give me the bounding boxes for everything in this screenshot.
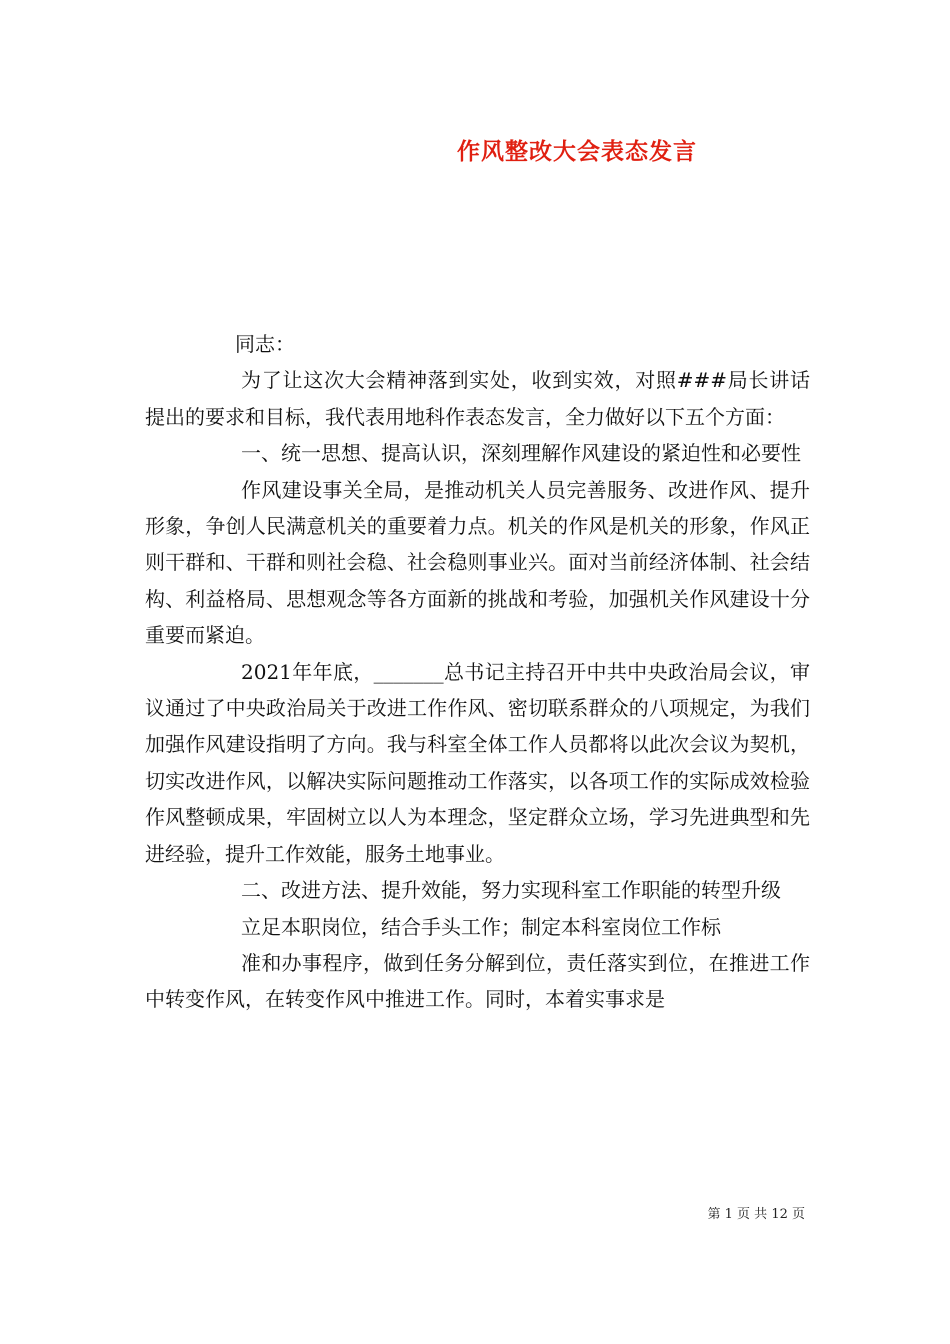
document-body	[145, 326, 810, 1018]
paragraph-section-2-a: 立足本职岗位，结合手头工作；制定本科室岗位工作标	[241, 914, 721, 939]
section-heading-1: 一、统一思想、提高认识，深刻理解作风建设的紧迫性和必要性	[241, 441, 801, 466]
paragraph-section-1-b: 2021年年底，_______总书记主持召开中共中央政治局会议，审议通过了中央政治局关于改进工作作风、密切联系群众的八项规定，为我们加强作风建设指明了方向。我与科室全体工作人员都将以此次会议为契机，切实改进作风，以解决实际问题推动工作落实，以各项工作的实际成效检验作风整顿成果，牢固树立以人为本理念，坚定群众立场，学习先进典型和先进经验，提升工作效能，服务土地事业。	[145, 659, 810, 866]
section-heading-2: 二、改进方法、提升效能，努力实现科室工作职能的转型升级	[241, 878, 781, 903]
page-number: 第 1 页 共 12 页	[707, 1207, 805, 1222]
salutation: 同志：	[235, 332, 295, 356]
document-title: 作风整改大会表态发言	[457, 138, 697, 165]
paragraph-section-2-b: 准和办事程序，做到任务分解到位，责任落实到位，在推进工作中转变作风，在转变作风中推进工作。同时，本着实事求是	[145, 950, 810, 1012]
paragraph-section-1-a: 作风建设事关全局，是推动机关人员完善服务、改进作风、提升形象，争创人民满意机关的重要着力点。机关的作风是机关的形象，作风正则干群和、干群和则社会稳、社会稳则事业兴。面对当前经济体制、社会结构、利益格局、思想观念等各方面新的挑战和考验，加强机关作风建设十分重要而紧迫。	[145, 477, 810, 648]
paragraph-intro: 为了让这次大会精神落到实处，收到实效，对照###局长讲话提出的要求和目标，我代表用地科作表态发言，全力做好以下五个方面：	[145, 368, 810, 429]
